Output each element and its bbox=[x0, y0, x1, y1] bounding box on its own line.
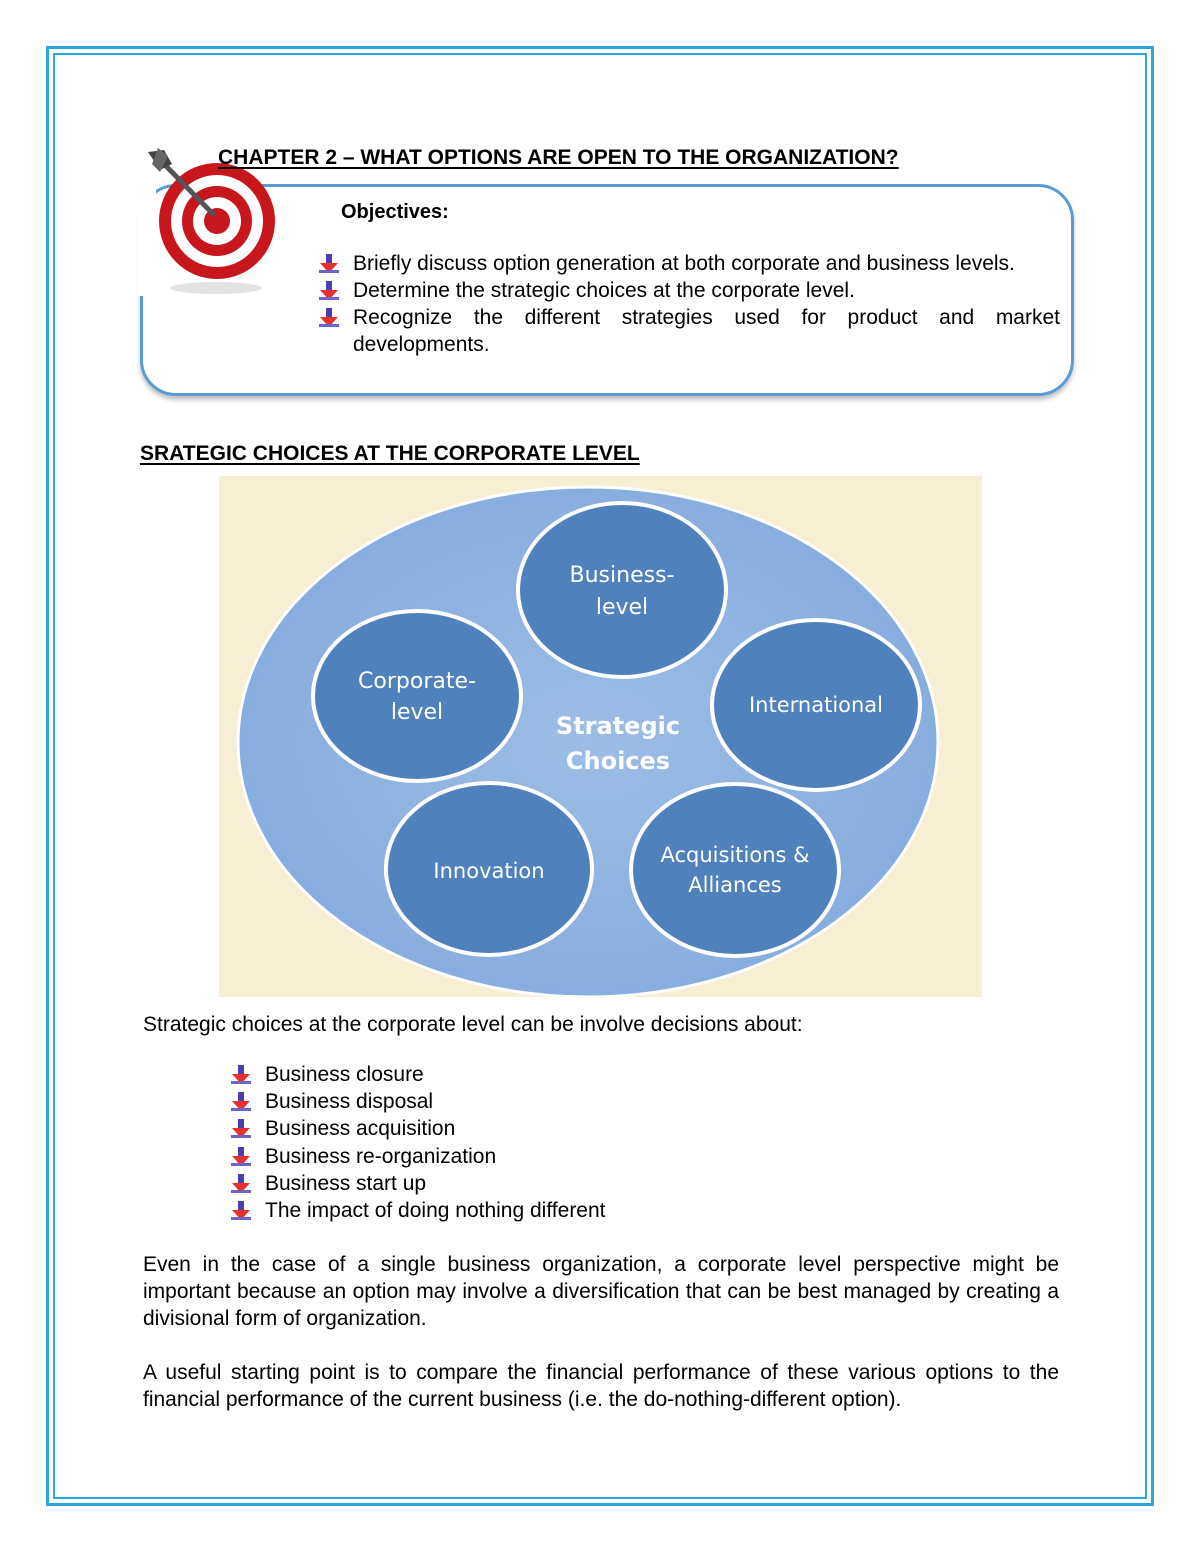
decision-item bbox=[230, 1061, 606, 1088]
objectives-list bbox=[318, 250, 1060, 358]
objective-text: Determine the strategic choices at the corporate level. bbox=[353, 279, 855, 302]
decision-item bbox=[230, 1197, 606, 1224]
down-arrow-bullet-icon bbox=[318, 308, 340, 328]
chapter-title: CHAPTER 2 – WHAT OPTIONS ARE OPEN TO THE ORGANIZATION? bbox=[218, 146, 899, 169]
objective-item bbox=[318, 250, 1060, 277]
down-arrow-bullet-icon bbox=[230, 1201, 252, 1221]
down-arrow-bullet-icon bbox=[230, 1174, 252, 1194]
objectives-heading: Objectives: bbox=[341, 201, 449, 223]
objective-item bbox=[318, 277, 1060, 304]
node-label: International bbox=[748, 693, 884, 717]
strategic-choices-diagram bbox=[219, 476, 982, 997]
decision-item bbox=[230, 1115, 606, 1142]
decision-text: Business closure bbox=[265, 1063, 424, 1086]
node-label: Innovation bbox=[433, 859, 545, 883]
down-arrow-bullet-icon bbox=[230, 1147, 252, 1167]
decision-text: The impact of doing nothing different bbox=[265, 1199, 606, 1223]
node-international bbox=[712, 620, 920, 790]
decision-text: Business start up bbox=[265, 1171, 427, 1195]
objective-text: Briefly discuss option generation at both corporate and business levels. bbox=[353, 252, 1015, 275]
node-innovation bbox=[386, 783, 592, 955]
node-label: level bbox=[595, 595, 649, 620]
down-arrow-bullet-icon bbox=[318, 281, 340, 301]
decision-text: Business re-organization bbox=[265, 1144, 497, 1168]
node-label: Corporate- bbox=[358, 669, 476, 694]
node-business-level bbox=[518, 503, 726, 677]
objective-item bbox=[318, 304, 1060, 358]
decision-text: Business acquisition bbox=[265, 1117, 456, 1141]
node-label: Alliances bbox=[688, 873, 782, 897]
down-arrow-bullet-icon bbox=[230, 1092, 252, 1112]
decision-text: Business disposal bbox=[265, 1090, 434, 1114]
intro-text: Strategic choices at the corporate level can be involve decisions about: bbox=[143, 1013, 803, 1036]
down-arrow-bullet-icon bbox=[318, 254, 340, 274]
section-heading: SRATEGIC CHOICES AT THE CORPORATE LEVEL bbox=[140, 442, 640, 465]
node-acquisitions-alliances bbox=[631, 784, 839, 956]
decision-item bbox=[230, 1143, 606, 1170]
objective-text: Recognize the different strategies used for product and market developments. bbox=[353, 306, 1060, 356]
node-label: Business- bbox=[569, 563, 675, 588]
decision-item bbox=[230, 1088, 606, 1115]
decision-item bbox=[230, 1170, 606, 1197]
center-label-line1: Strategic bbox=[555, 712, 681, 740]
down-arrow-bullet-icon bbox=[230, 1119, 252, 1139]
center-label-line2: Choices bbox=[565, 747, 671, 775]
node-label: level bbox=[390, 700, 444, 725]
down-arrow-bullet-icon bbox=[230, 1065, 252, 1085]
node-corporate-level bbox=[313, 611, 521, 781]
node-label: Acquisitions & bbox=[660, 843, 810, 867]
decisions-list bbox=[230, 1061, 606, 1224]
paragraph-diversification: Even in the case of a single business organization, a corporate level perspective might be important because an option may involve a diversification that can be best managed by creating a divisional form of organization. bbox=[143, 1253, 1059, 1330]
paragraph-financial-comparison: A useful starting point is to compare the financial performance of these various options to the financial performance of the current business (i.e. the do-nothing-different option). bbox=[143, 1361, 1059, 1411]
